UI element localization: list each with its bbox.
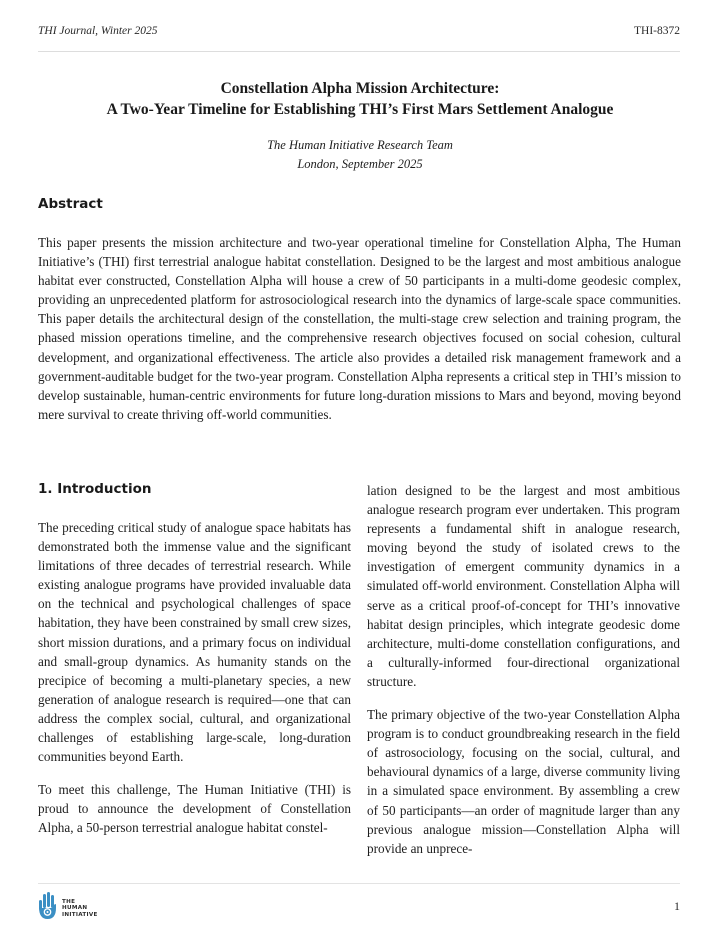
document-id: THI-8372 — [634, 25, 680, 37]
author-block — [0, 136, 720, 174]
intro-paragraph-2-continued: lation designed to be the largest and most ambitious analogue research program ever undertaken. This program represents a fundamental shift in analogue research, moving beyond the study of isolated crews to the investigation of emergent community dynamics in a simulated off-world environment. Constellation Alpha will serve as a critical proof-of-concept for THI’s innovative habitat design principles, which integrate geodesic dome architecture, multi-dome constellation configurations, and a culturally-informed four-directional organizational structure. — [367, 483, 680, 689]
title-line-1: Constellation Alpha Mission Architecture: — [220, 80, 500, 97]
title-line-2: A Two-Year Timeline for Establishing THI’s First Mars Settlement Analogue — [106, 101, 614, 118]
footer-divider — [38, 883, 680, 884]
journal-name: THI Journal, Winter 2025 — [38, 25, 158, 37]
logo-line-3: INITIATIVE — [62, 911, 98, 918]
author-place-date: London, September 2025 — [297, 157, 423, 171]
intro-paragraph-3: The primary objective of the two-year Constellation Alpha program is to conduct groundbreaking research in the field of astrosociology, focusing on the social, cultural, and behavioural dynamics of a large, diverse community living in a simulated space environment. By assembling a crew of 50 participants—an order of magnitude larger than any previous analogue mission—Constellation Alpha will provide an unprece- — [367, 707, 680, 856]
hand-icon — [38, 892, 57, 925]
header-divider — [38, 51, 680, 52]
page-number: 1 — [674, 899, 680, 913]
abstract-text: This paper presents the mission architecture and two-year operational timeline for Constellation Alpha, The Human Initiative’s (THI) first terrestrial analogue habitat constellation. Designed to be the largest and most ambitious analogue habitat ever constructed, Constellation Alpha will house a crew of 50 participants in a multi-dome geodesic complex, providing an unprecedented platform for astrosociological research into the dynamics of large-scale space communities. This paper details the architectural design of the constellation, the multi-stage crew selection and training program, the phased mission operations timeline, and the comprehensive research objectives focused on social cohesion, cultural development, and organizational effectiveness. The article also provides a detailed risk management framework and a government-auditable budget for the two-year program. Constellation Alpha represents a critical step in THI’s mission to develop sustainable, human-centric environments for future long-duration missions to Mars and beyond, moving beyond mere survival to create thriving off-world communities. — [38, 235, 681, 422]
intro-paragraph-1: The preceding critical study of analogue space habitats has demonstrated both the immense value and the significant limitations of three decades of terrestrial research. While existing analogue programs have provided invaluable data on the technical and psychological challenges of space habitation, they have been constrained by small crew sizes, short mission durations, and a primary focus on individual and small-group dynamics. As humanity stands on the precipice of becoming a multi-planetary species, a new generation of analogue research is required—one that can address the complex social, cultural, and organizational challenges of establishing large-scale, long-duration communities beyond Earth. — [38, 520, 351, 765]
abstract-heading: Abstract — [38, 196, 103, 212]
running-header — [38, 25, 680, 37]
right-column — [367, 481, 680, 872]
logo-wordmark — [62, 899, 98, 918]
logo-line-1: THE — [62, 898, 76, 905]
intro-paragraph-2-start: To meet this challenge, The Human Initiative (THI) is proud to announce the development of Constellation Alpha, a 50-person terrestrial analogue habitat constel- — [38, 782, 351, 836]
thi-logo — [38, 892, 98, 925]
author-team: The Human Initiative Research Team — [267, 138, 453, 152]
logo-line-2: HUMAN — [62, 905, 88, 912]
left-column — [38, 518, 351, 852]
introduction-heading: 1. Introduction — [38, 481, 152, 497]
paper-title — [0, 78, 720, 120]
